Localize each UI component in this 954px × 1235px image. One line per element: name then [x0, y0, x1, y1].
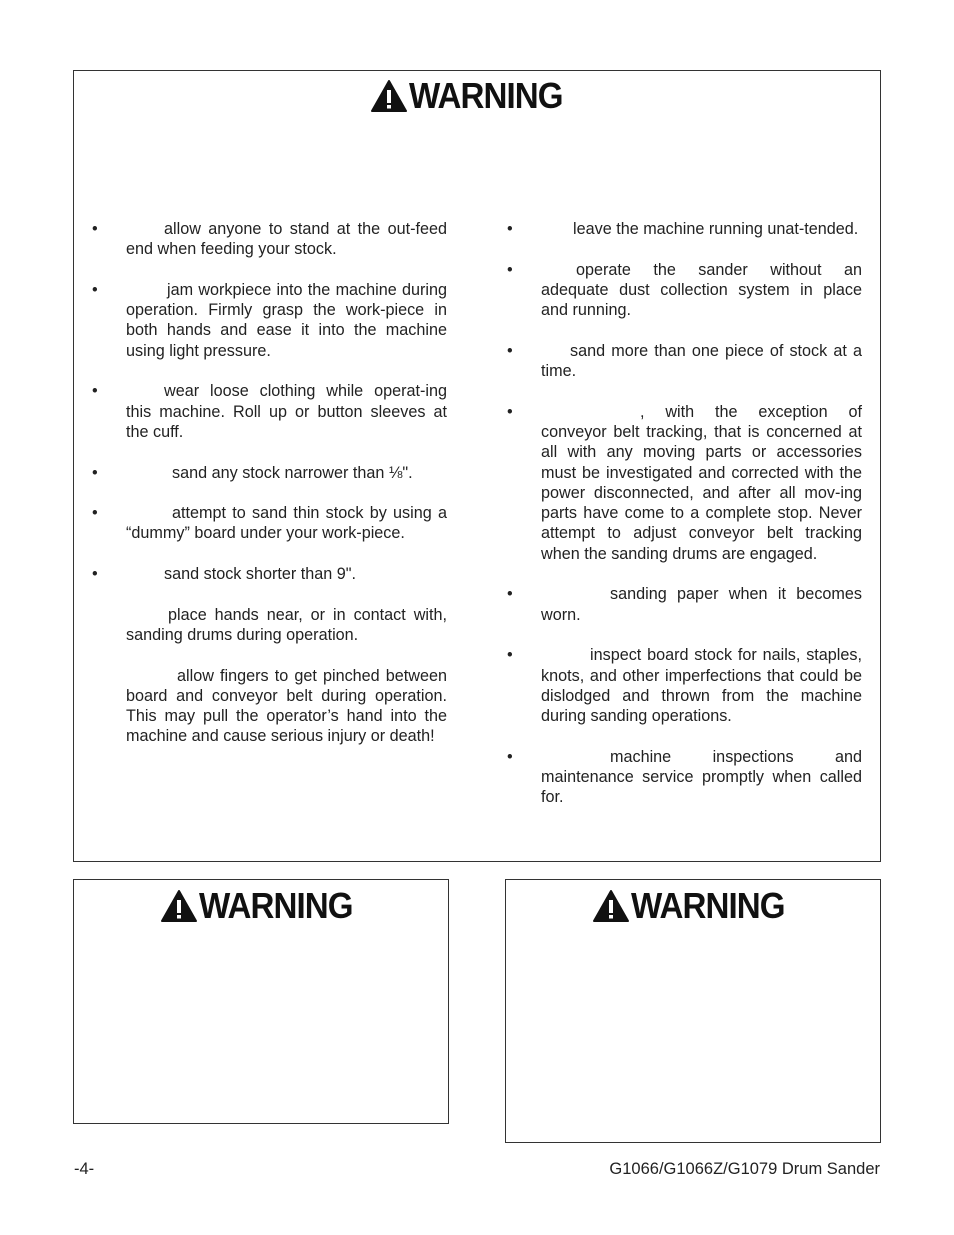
safety-item-text: sand stock shorter than 9".: [164, 565, 357, 584]
safety-item: [92, 463, 447, 483]
bullet-icon: •: [92, 565, 98, 584]
safety-item-text: inspect board stock for nails, staples, knots, and other imperfections that could be dislodged and thrown from the machine during sanding operations.: [541, 646, 862, 726]
bullet-icon: •: [92, 463, 98, 482]
lower-right-warning-header: [592, 885, 798, 926]
safety-item: [92, 564, 447, 584]
safety-item: [507, 584, 862, 625]
safety-item: [92, 666, 447, 747]
safety-item: [507, 747, 862, 808]
safety-item: [92, 503, 447, 544]
safety-item: [507, 645, 862, 726]
safety-item: [507, 260, 862, 321]
bullet-icon: •: [507, 747, 513, 766]
bullet-icon: •: [92, 220, 98, 238]
safety-item-text: machine inspections and maintenance service promptly when called for.: [541, 747, 862, 807]
safety-item: [92, 381, 447, 442]
safety-item-text: wear loose clothing while operat-ing this machine. Roll up or button sleeves at the cuff.: [126, 382, 447, 441]
bullet-icon: •: [507, 220, 513, 238]
safety-item: [507, 219, 862, 239]
main-warning-header: [370, 75, 576, 116]
bullet-icon: •: [507, 341, 513, 360]
safety-item: [507, 402, 862, 564]
warning-triangle-icon: [370, 79, 408, 113]
page-number: -4-: [74, 1160, 95, 1178]
safety-item-text: , with the exception of conveyor belt tracking, that is concerned at all with any moving parts or accessories must be investigated and corrected with the power disconnected, and after all mov-ing parts have come to a complete stop. Never attempt to adjust conveyor belt tracking when the sanding drums are engaged.: [541, 402, 862, 563]
warning-triangle-icon: [592, 889, 630, 923]
safety-item-text: allow fingers to get pinched between board and conveyor belt during operation. This may pull the operator’s hand into the machine and cause serious injury or death!: [126, 666, 447, 746]
lower-left-warning-header: [160, 885, 366, 926]
safety-item-text: sanding paper when it becomes worn.: [541, 585, 862, 624]
main-right-column: [507, 219, 862, 828]
warning-triangle-icon: [160, 889, 198, 923]
safety-item-text: sand more than one piece of stock at a time.: [541, 341, 862, 381]
warning-title: WARNING: [409, 75, 563, 116]
safety-item: [507, 341, 862, 382]
safety-item-text: place hands near, or in contact with, sanding drums during operation.: [126, 605, 447, 644]
bullet-icon: •: [507, 402, 513, 421]
bullet-icon: •: [92, 382, 98, 401]
safety-item: [92, 219, 447, 260]
safety-item-text: operate the sander without an adequate dust collection system in place and running.: [541, 260, 862, 320]
bullet-icon: •: [507, 585, 513, 604]
bullet-icon: •: [507, 646, 513, 665]
manual-model-title: G1066/G1066Z/G1079 Drum Sander: [609, 1160, 880, 1178]
bullet-icon: •: [507, 260, 513, 279]
safety-item-text: attempt to sand thin stock by using a “dummy” board under your work-piece.: [126, 504, 447, 543]
warning-title: WARNING: [631, 885, 785, 926]
bullet-icon: •: [92, 280, 98, 299]
bullet-icon: •: [92, 504, 98, 523]
warning-title: WARNING: [199, 885, 353, 926]
safety-item: [92, 280, 447, 361]
safety-item-text: allow anyone to stand at the out-feed end when feeding your stock.: [126, 220, 447, 259]
safety-item-text: leave the machine running unat-tended.: [573, 220, 859, 238]
safety-item-text: jam workpiece into the machine during operation. Firmly grasp the work-piece in both hands and ease it into the machine using light pressure.: [126, 280, 447, 360]
main-left-column: [92, 219, 447, 767]
safety-item: [92, 605, 447, 646]
safety-item-text: sand any stock narrower than ⅛".: [172, 463, 413, 482]
